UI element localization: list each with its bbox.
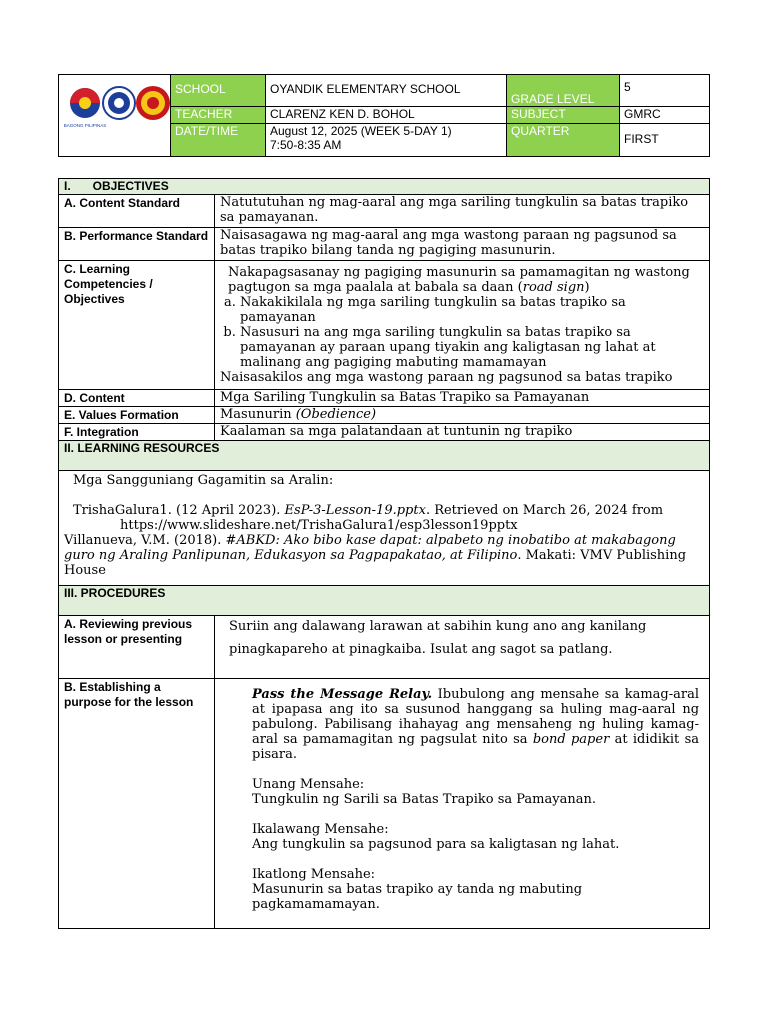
date-value <box>266 123 507 156</box>
reviewing-line2: pinagkapareho at pinagkaiba. Isulat ang sagot sa patlang. <box>229 642 613 657</box>
activity-end: at ididikit sa pisara. <box>252 732 700 762</box>
date-label: DATE/TIME <box>171 123 266 156</box>
logo-caption: BAGONG PILIPINAS <box>63 123 107 128</box>
competency-intro-text: Nakapagsasanay ng pagiging masunurin sa pamamagitan ng wastong pagtugon sa mga paalala at babala sa daan ( <box>228 265 690 295</box>
reference-1 <box>64 503 704 518</box>
activity-em: bond paper <box>532 732 610 747</box>
resources-heading: II. LEARNING RESOURCES <box>59 441 710 471</box>
competency-intro-em: road sign <box>522 280 585 295</box>
purpose-instructions <box>252 687 699 762</box>
subject-value: GMRC <box>620 106 710 123</box>
bagong-pilipinas-logo <box>64 88 107 128</box>
message3: Masunurin sa batas trapiko ay tanda ng mabuting pagkamamamayan. <box>252 882 583 912</box>
values-value: Masunurin <box>220 407 296 422</box>
activity-title: Pass the Message Relay. <box>252 687 433 702</box>
school-value: OYANDIK ELEMENTARY SCHOOL <box>266 75 507 107</box>
values-em: (Obedience) <box>295 407 377 422</box>
resources-intro: Mga Sangguniang Gagamitin sa Aralin: <box>73 473 334 488</box>
competency-item: b. Nasusuri na ang mga sariling tungkulin sa batas trapiko sa pamayanan ay paraan upang tiyakin ang kaligtasan ng lahat at malinang ang pagiging mabuting mamamayan <box>240 325 704 370</box>
header-table <box>58 74 710 157</box>
integration-label: F. Integration <box>59 424 215 441</box>
objectives-title: OBJECTIVES <box>92 179 169 193</box>
lesson-table <box>58 178 710 929</box>
date-line2: 7:50-8:35 AM <box>270 137 342 152</box>
message2-label: Ikalawang Mensahe: <box>252 822 389 837</box>
integration-text: Kaalaman sa mga palatandaan at tuntunin ng trapiko <box>215 424 710 441</box>
date-line1: August 12, 2025 (WEEK 5-DAY 1) <box>270 123 452 138</box>
purpose-label: B. Establishing a purpose for the lesson <box>59 679 215 929</box>
competency-item: a. Nakakikilala ng mga sariling tungkulin sa batas trapiko sa pamayanan <box>240 295 704 325</box>
deped-seal <box>103 87 135 119</box>
competencies-label: C. Learning Competencies / Objectives <box>59 261 215 390</box>
ref2-author: Villanueva, V.M. (2018). <box>64 533 226 548</box>
procedures-heading: III. PROCEDURES <box>59 586 710 616</box>
competency-last: Naisasakilos ang mga wastong paraan ng pagsunod sa batas trapiko <box>220 370 673 385</box>
content-text: Mga Sariling Tungkulin sa Batas Trapiko sa Pamayanan <box>215 390 710 407</box>
logo-group <box>63 75 173 153</box>
logos-cell <box>59 75 171 157</box>
ref2-publisher: . Makati: VMV Publishing House <box>64 548 687 578</box>
message2: Ang tungkulin sa pagsunod para sa kaligtasan ng lahat. <box>252 837 620 852</box>
quarter-value: FIRST <box>620 123 710 156</box>
message3-label: Ikatlong Mensahe: <box>252 867 376 882</box>
activity-text: Ibubulong ang mensahe sa kamag-aral at ipapasa ang ito sa susunod hanggang sa huling mag-aaral ng pabulong. Pabilisang ihahayag ang mensaheng ng huling kamag-aral sa pamamagitan ng pagsulat nito sa <box>252 687 700 747</box>
objectives-heading <box>59 179 710 195</box>
subject-label: SUBJECT <box>507 106 620 123</box>
competencies-text <box>215 261 710 390</box>
teacher-value: CLARENZ KEN D. BOHOL <box>266 106 507 123</box>
reference-2 <box>64 533 704 578</box>
values-label: E. Values Formation <box>59 407 215 424</box>
performance-standard-text: Naisasagawa ng mag-aaral ang mga wastong paraan ng pagsunod sa batas trapiko bilang tanda ng pagiging masunurin. <box>215 228 710 261</box>
values-text <box>215 407 710 424</box>
content-standard-text: Natututuhan ng mag-aaral ang mga sariling tungkulin sa batas trapiko sa pamayanan. <box>215 195 710 228</box>
grade-value: 5 <box>620 75 710 107</box>
reference-1-url: https://www.slideshare.net/TrishaGalura1/esp3lesson19pptx <box>120 518 518 533</box>
competency-list <box>220 295 704 370</box>
purpose-text <box>215 679 710 929</box>
grade-label: GRADE LEVEL <box>507 75 620 107</box>
school-label: SCHOOL <box>171 75 266 107</box>
message1: Tungkulin ng Sarili sa Batas Trapiko sa Pamayanan. <box>252 792 596 807</box>
resources-body <box>59 471 710 586</box>
ref1-retrieved: . Retrieved on March 26, 2024 from <box>425 503 664 518</box>
quarter-label: QUARTER <box>507 123 620 156</box>
teacher-label: TEACHER <box>171 106 266 123</box>
competency-intro <box>220 265 704 295</box>
ref1-text: TrishaGalura1. (12 April 2023). <box>73 503 285 518</box>
reviewing-text <box>215 616 710 679</box>
reviewing-line1: Suriin ang dalawang larawan at sabihin kung ano ang kanilang <box>229 619 647 634</box>
content-standard-label: A. Content Standard <box>59 195 215 228</box>
content-label: D. Content <box>59 390 215 407</box>
division-seal <box>136 86 170 120</box>
ref1-title: EsP-3-Lesson-19.pptx <box>284 503 426 518</box>
performance-standard-label: B. Performance Standard <box>59 228 215 261</box>
ref2-title: #ABKD: Ako bibo kase dapat: alpabeto ng inobatibo at makabagong guro ng Araling Panlipunan, Edukasyon sa Pagpapakatao, at Filipino <box>64 533 676 563</box>
competency-intro-end: ) <box>584 280 590 295</box>
reviewing-label: A. Reviewing previous lesson or presenting <box>59 616 215 679</box>
objectives-num: I. <box>64 179 71 193</box>
message1-label: Unang Mensahe: <box>252 777 365 792</box>
